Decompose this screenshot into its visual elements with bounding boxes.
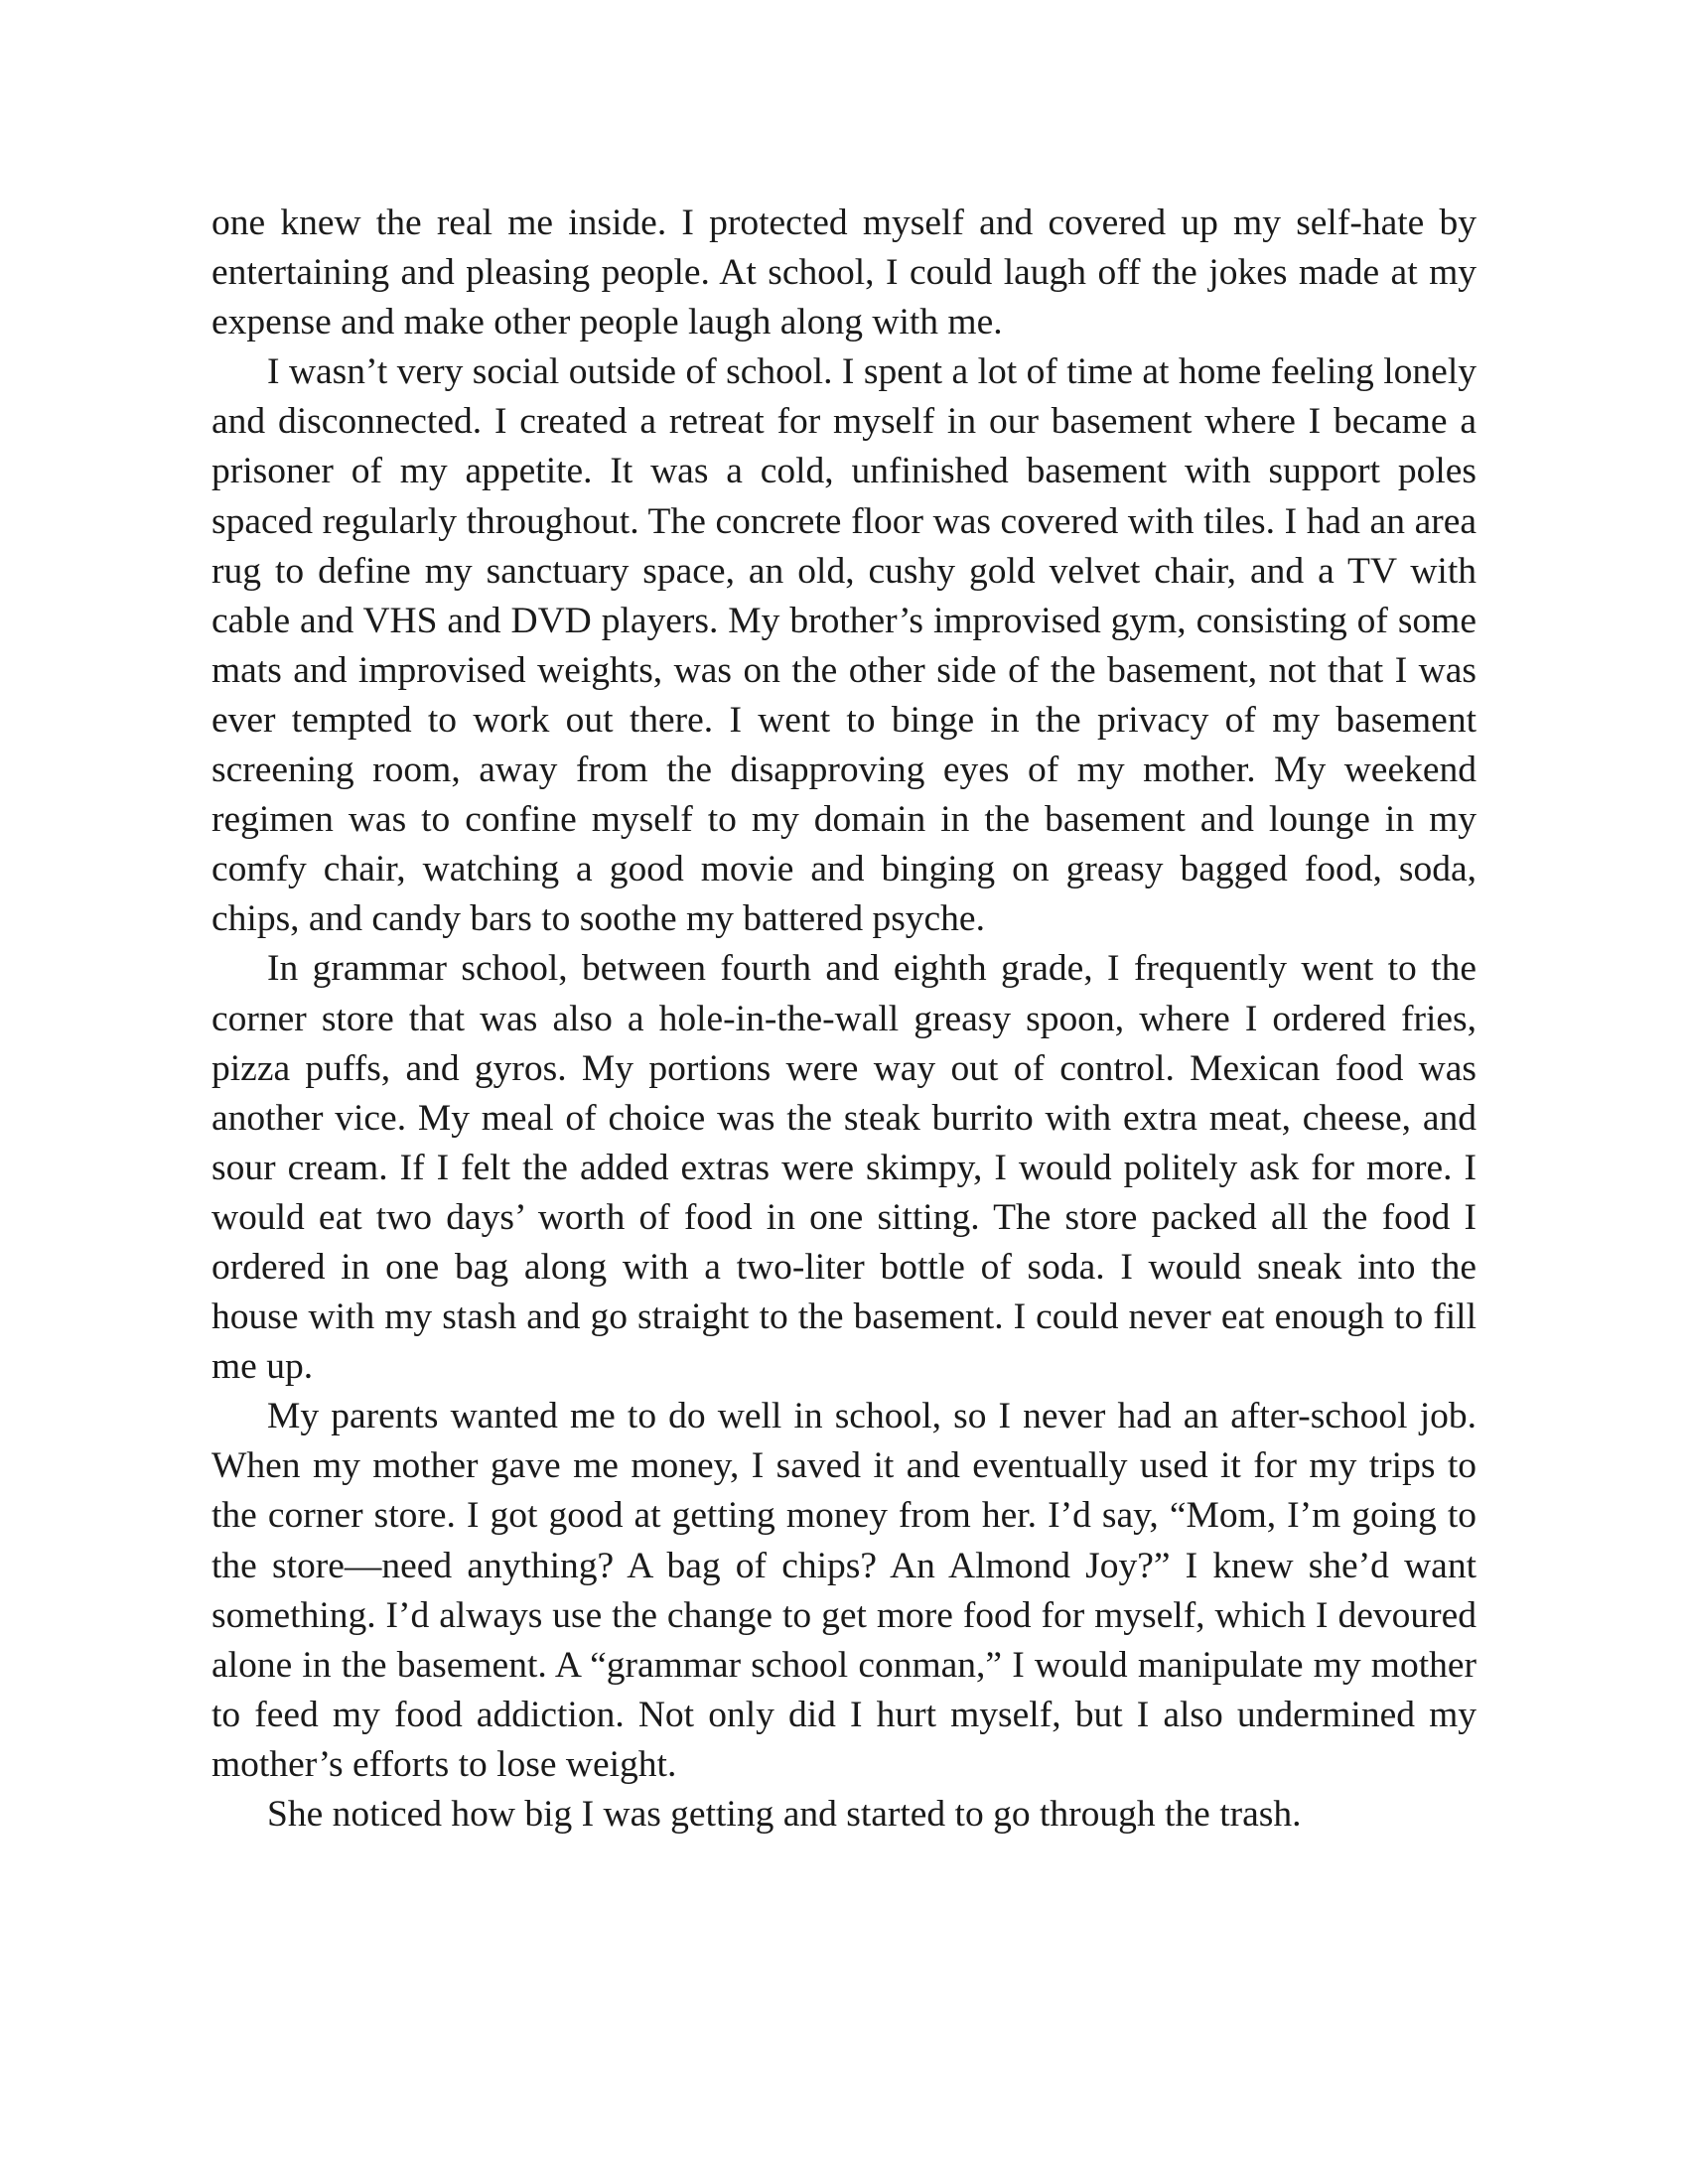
- paragraph-basement: I wasn’t very social outside of school. I spent a lot of time at home feeling lonely and disconnected. I created a retreat for myself in our basement where I became a prisoner of my appetite. It was a cold, unfinished basement with support poles spaced regularly throughout. The concrete floor was covered with tiles. I had an area rug to define my sanctuary space, an old, cushy gold velvet chair, and a TV with cable and VHS and DVD players. My brother’s improvised gym, consisting of some mats and improvised weights, was on the other side of the basement, not that I was ever tempted to work out there. I went to binge in the privacy of my basement screening room, away from the disapproving eyes of my mother. My weekend regimen was to confine myself to my domain in the basement and lounge in my comfy chair, watching a good movie and binging on greasy bagged food, soda, chips, and candy bars to soothe my battered psyche.: [211, 351, 1477, 940]
- paragraph-trash: She noticed how big I was getting and started to go through the trash.: [267, 1794, 1302, 1835]
- paragraph-grammar-school: In grammar school, between fourth and eighth grade, I frequently went to the corner store that was also a hole-in-the-wall greasy spoon, where I ordered fries, pizza puffs, and gyros. My portions were way out of control. Mexican food was another vice. My meal of choice was the steak burrito with extra meat, cheese, and sour cream. If I felt the added extras were skimpy, I would politely ask for more. I would eat two days’ worth of food in one sitting. The store packed all the food I ordered in one bag along with a two-liter bottle of soda. I would sneak into the house with my stash and go straight to the basement. I could never eat enough to fill me up.: [211, 948, 1477, 1388]
- paragraph-parents: My parents wanted me to do well in school, so I never had an after-school job. When my mother gave me money, I saved it and eventually used it for my trips to the corner store. I got good at getting money from her. I’d say, “Mom, I’m going to the store—need anything? A bag of chips? An Almond Joy?” I knew she’d want something. I’d always use the change to get more food for myself, which I devoured alone in the basement. A “grammar school conman,” I would manipulate my mother to feed my food addiction. Not only did I hurt myself, but I also undermined my mother’s efforts to lose weight.: [211, 1396, 1477, 1785]
- body-text: [211, 199, 1477, 1840]
- paragraph-continued: one knew the real me inside. I protected myself and covered up my self-hate by entertaining and pleasing people. At school, I could laugh off the jokes made at my expense and make other people laugh along with me.: [211, 203, 1477, 343]
